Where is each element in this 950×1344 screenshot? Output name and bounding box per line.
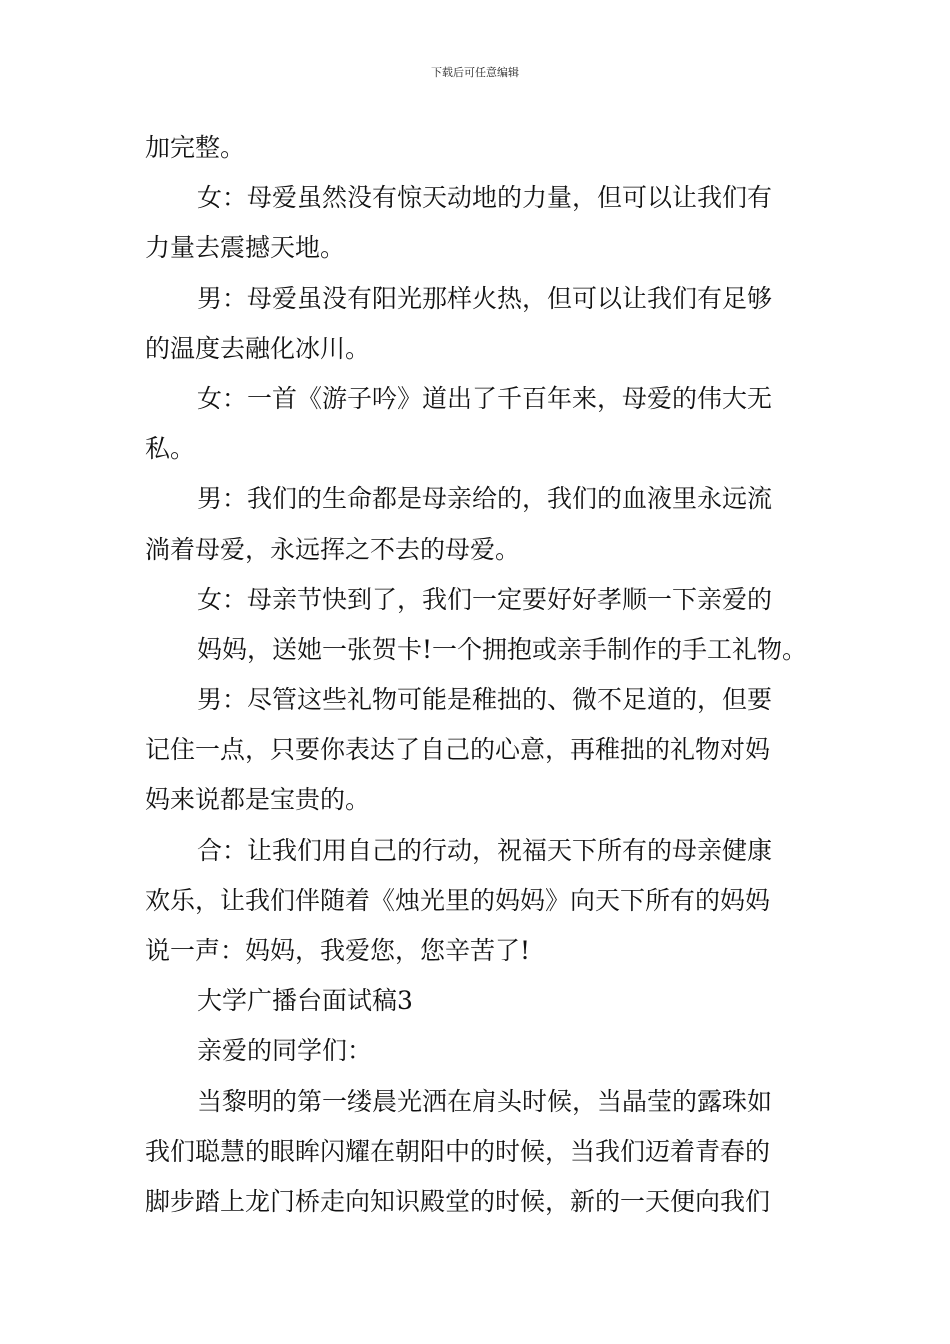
text-line: 女：母亲节快到了，我们一定要好好孝顺一下亲爱的 [197,584,773,614]
text-line: 力量去震撼天地。 [145,233,346,263]
text-line: 说一声：妈妈，我爱您，您辛苦了! [145,936,531,965]
document-body [145,123,810,1227]
text-line: 亲爱的同学们： [197,1036,373,1066]
text-line: 私。 [145,434,196,464]
text-line: 男：母爱虽没有阳光那样火热，但可以让我们有足够 [197,283,773,313]
text-line: 记住一点，只要你表达了自己的心意，再稚拙的礼物对妈 [145,735,771,765]
text-line: 欢乐，让我们伴随着《烛光里的妈妈》向天下所有的妈妈 [145,885,771,915]
text-line: 男：我们的生命都是母亲给的，我们的血液里永远流 [197,484,773,514]
text-line: 的温度去融化冰川。 [145,333,371,363]
text-line: 加完整。 [145,133,246,162]
text-line: 女：一首《游子吟》道出了千百年来，母爱的伟大无 [197,383,773,413]
text-line: 我们聪慧的眼眸闪耀在朝阳中的时候，当我们迈着青春的 [145,1136,771,1166]
page-header: 下载后可任意编辑 [431,66,519,79]
text-line: 妈妈，送她一张贺卡!一个拥抱或亲手制作的手工礼物。 [197,634,808,664]
section-heading: 大学广播台面试稿3 [197,986,413,1016]
text-line: 淌着母爱，永远挥之不去的母爱。 [145,534,521,564]
text-line: 女：母爱虽然没有惊天动地的力量，但可以让我们有 [197,183,773,213]
text-line: 男：尽管这些礼物可能是稚拙的、微不足道的，但要 [197,685,773,715]
text-line: 合：让我们用自己的行动，祝福天下所有的母亲健康 [197,835,773,865]
text-line: 当黎明的第一缕晨光洒在肩头时候，当晶莹的露珠如 [197,1086,773,1116]
text-line: 脚步踏上龙门桥走向知识殿堂的时候，新的一天便向我们 [145,1186,771,1216]
text-line: 妈来说都是宝贵的。 [145,785,371,815]
